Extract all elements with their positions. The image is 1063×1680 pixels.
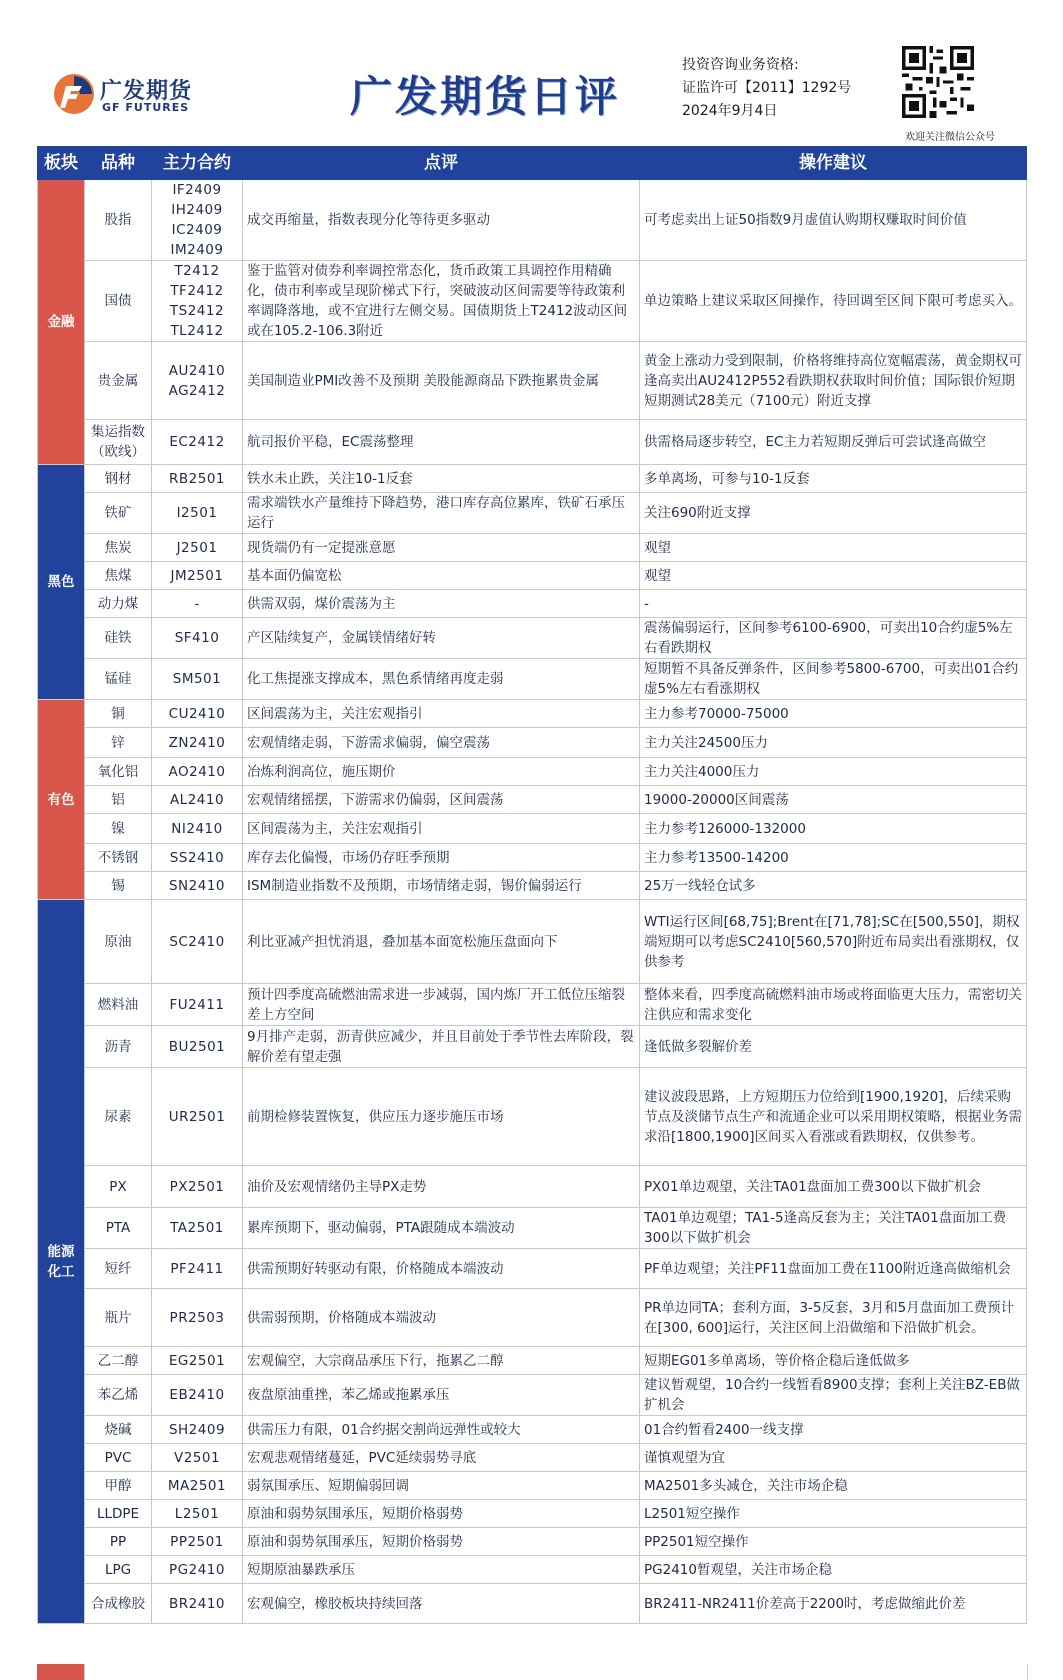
table-row [38, 562, 1027, 590]
table-row [38, 465, 1027, 493]
table-row [38, 618, 1027, 659]
product-cell: PX [85, 1166, 152, 1208]
product-cell: 焦煤 [85, 562, 152, 590]
table-row [38, 844, 1027, 872]
table-row [38, 534, 1027, 562]
table-row [38, 1472, 1027, 1500]
header-sector: 板块 [38, 147, 85, 180]
advice-cell: 观望 [640, 534, 1027, 562]
advice-cell: TA01单边观望；TA1-5逢高反套为主；关注TA01盘面加工费300以下做扩机会 [640, 1208, 1027, 1249]
page-header [0, 0, 1063, 143]
table-row [38, 420, 1027, 465]
advice-cell: 19000-20000区间震荡 [640, 786, 1027, 814]
product-cell: 钢材 [85, 465, 152, 493]
product-cell: 氧化铝 [85, 758, 152, 786]
contract-cell: IF2409 IH2409 IC2409 IM2409 [152, 180, 243, 261]
table-row [38, 1208, 1027, 1249]
table-row [38, 700, 1027, 728]
table-body [38, 180, 1027, 1624]
table-row [38, 1166, 1027, 1208]
product-cell: 锡 [85, 872, 152, 900]
table-row [38, 493, 1027, 534]
advice-cell: 谨慎观望为宜 [640, 1444, 1027, 1472]
advice-cell: 关注690附近支撑 [640, 493, 1027, 534]
contract-cell: PP2501 [152, 1528, 243, 1556]
table-row [38, 261, 1027, 342]
table-row [38, 180, 1027, 261]
table-row [38, 900, 1027, 984]
product-cell: 锌 [85, 728, 152, 758]
advice-cell: 主力关注24500压力 [640, 728, 1027, 758]
contract-cell: CU2410 [152, 700, 243, 728]
gf-logo-icon [52, 72, 96, 116]
product-cell: 股指 [85, 180, 152, 261]
qualification-text: 投资咨询业务资格: [682, 57, 799, 73]
page-title: 广发期货日评 [350, 72, 621, 121]
contract-cell: EC2412 [152, 420, 243, 465]
advice-cell: PG2410暂观望，关注市场企稳 [640, 1556, 1027, 1584]
comment-cell: 区间震荡为主，关注宏观指引 [243, 700, 640, 728]
product-cell: 镍 [85, 814, 152, 844]
advice-cell: PP2501短空操作 [640, 1528, 1027, 1556]
product-cell: 乙二醇 [85, 1347, 152, 1375]
product-cell: 合成橡胶 [85, 1584, 152, 1624]
contract-cell: PF2411 [152, 1249, 243, 1289]
license-text: 证监许可【2011】1292号 [682, 80, 852, 96]
contract-cell: NI2410 [152, 814, 243, 844]
contract-cell: PX2501 [152, 1166, 243, 1208]
contract-cell: I2501 [152, 493, 243, 534]
advice-cell: 可考虑卖出上证50指数9月虚值认购期权赚取时间价值 [640, 180, 1027, 261]
product-cell: LLDPE [85, 1500, 152, 1528]
table-row [38, 659, 1027, 700]
advice-cell: BR2411-NR2411价差高于2200时，考虑做缩此价差 [640, 1584, 1027, 1624]
comment-cell: 宏观偏空，大宗商品承压下行，拖累乙二醇 [243, 1347, 640, 1375]
comment-cell: 宏观悲观情绪蔓延，PVC延续弱势寻底 [243, 1444, 640, 1472]
table-row [38, 1026, 1027, 1068]
comment-cell: 美国制造业PMI改善不及预期 美股能源商品下跌拖累贵金属 [243, 342, 640, 420]
advice-cell: 建议暂观望，10合约一线暂看8900支撑；套利上关注BZ-EB做扩机会 [640, 1375, 1027, 1416]
product-cell: 原油 [85, 900, 152, 984]
contract-cell: AU2410 AG2412 [152, 342, 243, 420]
advice-cell: 黄金上涨动力受到限制，价格将维持高位宽幅震荡，黄金期权可逢高卖出AU2412P552看跌期权获取时间价值；国际银价短期短期测试28美元（7100元）附近支撑 [640, 342, 1027, 420]
comment-cell: 化工焦提涨支撑成本，黑色系情绪再度走弱 [243, 659, 640, 700]
advice-cell: 短期暂不具备反弹条件，区间参考5800-6700，可卖出01合约虚5%左右看涨期权 [640, 659, 1027, 700]
comment-cell: 累库预期下，驱动偏弱，PTA跟随成本端波动 [243, 1208, 640, 1249]
comment-cell: 成交再缩量，指数表现分化等待更多驱动 [243, 180, 640, 261]
table-row [38, 728, 1027, 758]
product-cell: 瓶片 [85, 1289, 152, 1347]
contract-cell: MA2501 [152, 1472, 243, 1500]
product-cell: 尿素 [85, 1068, 152, 1166]
product-cell: 苯乙烯 [85, 1375, 152, 1416]
comment-cell: 短期原油暴跌承压 [243, 1556, 640, 1584]
product-cell: 短纤 [85, 1249, 152, 1289]
product-cell: 集运指数（欧线） [85, 420, 152, 465]
comment-cell: 夜盘原油重挫，苯乙烯或拖累承压 [243, 1375, 640, 1416]
contract-cell: RB2501 [152, 465, 243, 493]
advice-cell: 观望 [640, 562, 1027, 590]
table-continuation-strip [37, 1664, 1026, 1680]
table-row [38, 1500, 1027, 1528]
logo-english-text: GF FUTURES [102, 101, 190, 114]
comment-cell: 供需双弱，煤价震荡为主 [243, 590, 640, 618]
table-row [38, 758, 1027, 786]
daily-review-table [37, 146, 1027, 1624]
contract-cell: SH2409 [152, 1416, 243, 1444]
advice-cell: MA2501多头减仓，关注市场企稳 [640, 1472, 1027, 1500]
comment-cell: 9月排产走弱，沥青供应减少，并且目前处于季节性去库阶段，裂解价差有望走强 [243, 1026, 640, 1068]
comment-cell: 原油和弱势氛围承压，短期价格弱势 [243, 1500, 640, 1528]
contract-cell: FU2411 [152, 984, 243, 1026]
advice-cell: 主力参考13500-14200 [640, 844, 1027, 872]
contract-cell: AO2410 [152, 758, 243, 786]
table-row [38, 872, 1027, 900]
company-info [682, 54, 851, 123]
advice-cell: 主力关注4000压力 [640, 758, 1027, 786]
comment-cell: 宏观情绪走弱，下游需求偏弱，偏空震荡 [243, 728, 640, 758]
advice-cell: 供需格局逐步转空，EC主力若短期反弹后可尝试逢高做空 [640, 420, 1027, 465]
contract-cell: SN2410 [152, 872, 243, 900]
advice-cell: 震荡偏弱运行，区间参考6100-6900，可卖出10合约虚5%左右看跌期权 [640, 618, 1027, 659]
wechat-qr-code-icon [902, 46, 974, 118]
header-contract: 主力合约 [152, 147, 243, 180]
table-row [38, 1068, 1027, 1166]
comment-cell: 预计四季度高硫燃油需求进一步减弱，国内炼厂开工低位压缩裂差上方空间 [243, 984, 640, 1026]
product-cell: PTA [85, 1208, 152, 1249]
table-row [38, 1584, 1027, 1624]
advice-cell: L2501短空操作 [640, 1500, 1027, 1528]
table-row [38, 1528, 1027, 1556]
product-cell: 燃料油 [85, 984, 152, 1026]
contract-cell: V2501 [152, 1444, 243, 1472]
table-header-row [38, 147, 1027, 180]
table-row [38, 1556, 1027, 1584]
product-cell: 烧碱 [85, 1416, 152, 1444]
comment-cell: 库存去化偏慢，市场仍存旺季预期 [243, 844, 640, 872]
advice-cell: 整体来看，四季度高硫燃料油市场或将面临更大压力，需密切关注供应和需求变化 [640, 984, 1027, 1026]
comment-cell: 宏观情绪摇摆，下游需求仍偏弱，区间震荡 [243, 786, 640, 814]
table-row [38, 1289, 1027, 1347]
table-row [38, 1444, 1027, 1472]
table-row [38, 984, 1027, 1026]
contract-cell: SF410 [152, 618, 243, 659]
logo-chinese-text: 广发期货 [100, 79, 193, 104]
contract-cell: SC2410 [152, 900, 243, 984]
comment-cell: 现货端仍有一定提涨意愿 [243, 534, 640, 562]
product-cell: 铁矿 [85, 493, 152, 534]
product-cell: 贵金属 [85, 342, 152, 420]
comment-cell: 宏观偏空，橡胶板块持续回落 [243, 1584, 640, 1624]
advice-cell: PX01单边观望，关注TA01盘面加工费300以下做扩机会 [640, 1166, 1027, 1208]
contract-cell: PG2410 [152, 1556, 243, 1584]
comment-cell: 铁水未止跌，关注10-1反套 [243, 465, 640, 493]
table-row [38, 786, 1027, 814]
product-cell: LPG [85, 1556, 152, 1584]
header-comment: 点评 [243, 147, 640, 180]
comment-cell: 产区陆续复产，金属镁情绪好转 [243, 618, 640, 659]
product-cell: 动力煤 [85, 590, 152, 618]
comment-cell: 需求端铁水产量维持下降趋势，港口库存高位累库，铁矿石承压运行 [243, 493, 640, 534]
comment-cell: 航司报价平稳，EC震荡整理 [243, 420, 640, 465]
contract-cell: ZN2410 [152, 728, 243, 758]
gf-futures-logo [52, 72, 212, 120]
product-cell: 铜 [85, 700, 152, 728]
contract-cell: PR2503 [152, 1289, 243, 1347]
sector-finance: 金融 [38, 180, 85, 465]
advice-cell: PF单边观望；关注PF11盘面加工费在1100附近逢高做缩机会 [640, 1249, 1027, 1289]
table-row [38, 590, 1027, 618]
contract-cell: EB2410 [152, 1375, 243, 1416]
advice-cell: 短期EG01多单离场，等价格企稳后逢低做多 [640, 1347, 1027, 1375]
contract-cell: - [152, 590, 243, 618]
contract-cell: AL2410 [152, 786, 243, 814]
table-row [38, 814, 1027, 844]
table-row [38, 1347, 1027, 1375]
comment-cell: 弱氛围承压、短期偏弱回调 [243, 1472, 640, 1500]
advice-cell: 多单离场，可参与10-1反套 [640, 465, 1027, 493]
advice-cell: - [640, 590, 1027, 618]
table-row [38, 342, 1027, 420]
product-cell: PVC [85, 1444, 152, 1472]
contract-cell: TA2501 [152, 1208, 243, 1249]
advice-cell: PR单边同TA；套利方面，3-5反套，3月和5月盘面加工费预计在[300, 600]运行，关注区间上沿做缩和下沿做扩机会。 [640, 1289, 1027, 1347]
advice-cell: 主力参考70000-75000 [640, 700, 1027, 728]
table-row [38, 1375, 1027, 1416]
header-advice: 操作建议 [640, 147, 1027, 180]
report-date: 2024年9月4日 [682, 103, 778, 119]
product-cell: PP [85, 1528, 152, 1556]
advice-cell: WTI运行区间[68,75];Brent在[71,78];SC在[500,550]，期权端短期可以考虑SC2410[560,570]附近布局卖出看涨期权，仅供参考 [640, 900, 1027, 984]
product-cell: 锰硅 [85, 659, 152, 700]
contract-cell: T2412 TF2412 TS2412 TL2412 [152, 261, 243, 342]
table-row [38, 1416, 1027, 1444]
advice-cell: 25万一线轻仓试多 [640, 872, 1027, 900]
advice-cell: 逢低做多裂解价差 [640, 1026, 1027, 1068]
comment-cell: 前期检修装置恢复，供应压力逐步施压市场 [243, 1068, 640, 1166]
advice-cell: 单边策略上建议采取区间操作，待回调至区间下限可考虑买入。 [640, 261, 1027, 342]
contract-cell: EG2501 [152, 1347, 243, 1375]
contract-cell: BR2410 [152, 1584, 243, 1624]
comment-cell: 基本面仍偏宽松 [243, 562, 640, 590]
comment-cell: 油价及宏观情绪仍主导PX走势 [243, 1166, 640, 1208]
product-cell: 不锈钢 [85, 844, 152, 872]
contract-cell: SM501 [152, 659, 243, 700]
header-product: 品种 [85, 147, 152, 180]
table-row [38, 1249, 1027, 1289]
sector-nonferrous: 有色 [38, 700, 85, 900]
comment-cell: 区间震荡为主，关注宏观指引 [243, 814, 640, 844]
comment-cell: 利比亚减产担忧消退，叠加基本面宽松施压盘面向下 [243, 900, 640, 984]
comment-cell: ISM制造业指数不及预期，市场情绪走弱，锡价偏弱运行 [243, 872, 640, 900]
comment-cell: 鉴于监管对债券利率调控常态化，货币政策工具调控作用精确化，债市利率或呈现阶梯式下行，突破波动区间需要等待政策利率调降落地，或不宜进行左侧交易。国债期货上T2412波动区间或在105.2-106.3附近 [243, 261, 640, 342]
contract-cell: L2501 [152, 1500, 243, 1528]
product-cell: 沥青 [85, 1026, 152, 1068]
product-cell: 硅铁 [85, 618, 152, 659]
contract-cell: UR2501 [152, 1068, 243, 1166]
product-cell: 甲醇 [85, 1472, 152, 1500]
comment-cell: 原油和弱势氛围承压，短期价格弱势 [243, 1528, 640, 1556]
advice-cell: 主力参考126000-132000 [640, 814, 1027, 844]
contract-cell: BU2501 [152, 1026, 243, 1068]
product-cell: 国债 [85, 261, 152, 342]
comment-cell: 供需压力有限，01合约据交割尚远弹性或较大 [243, 1416, 640, 1444]
sector-energy: 能源化工 [38, 900, 85, 1624]
advice-cell: 建议波段思路，上方短期压力位给到[1900,1920]，后续采购节点及淡储节点生产和流通企业可以采用期权策略，根据业务需求沿[1800,1900]区间买入看涨或看跌期权，仅供参考。 [640, 1068, 1027, 1166]
contract-cell: JM2501 [152, 562, 243, 590]
contract-cell: J2501 [152, 534, 243, 562]
product-cell: 焦炭 [85, 534, 152, 562]
sector-black: 黑色 [38, 465, 85, 700]
qr-caption: 欢迎关注微信公众号 [905, 132, 995, 143]
comment-cell: 供需预期好转驱动有限，价格随成本端波动 [243, 1249, 640, 1289]
advice-cell: 01合约暂看2400一线支撑 [640, 1416, 1027, 1444]
comment-cell: 冶炼利润高位，施压期价 [243, 758, 640, 786]
product-cell: 铝 [85, 786, 152, 814]
contract-cell: SS2410 [152, 844, 243, 872]
comment-cell: 供需弱预期，价格随成本端波动 [243, 1289, 640, 1347]
